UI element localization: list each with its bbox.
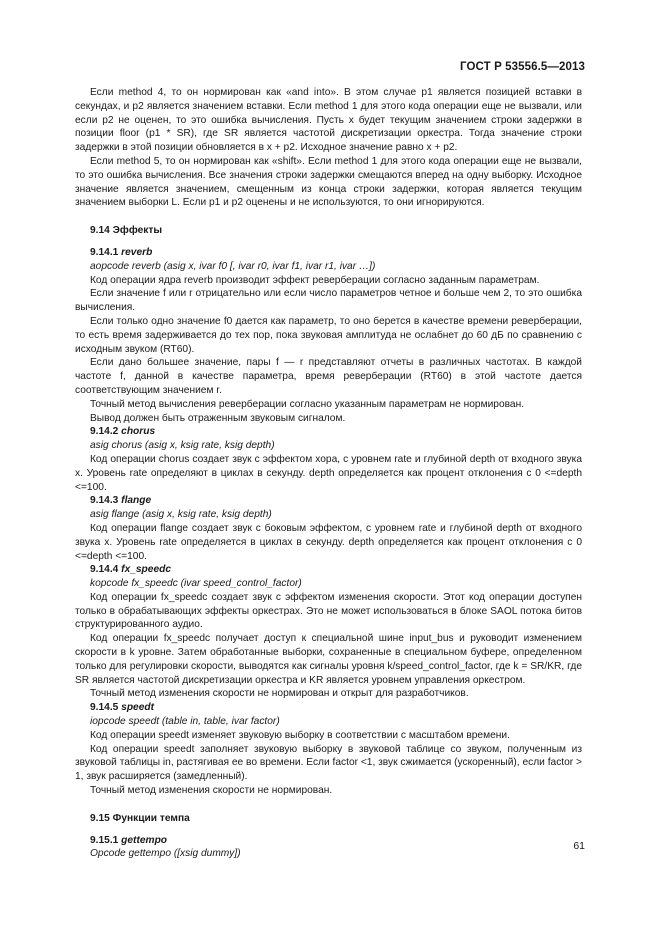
reverb-paragraph: Если только одно значение f0 дается как параметр, то оно берется в качестве времени реверберации, то есть время задерживается до тех пор, пока звуковая амплитуда не ослабнет до 60 дБ по сравнению с исходным звуком (RT60). [75, 315, 582, 355]
subsection-heading-flange: 9.14.3 flange [90, 495, 152, 507]
signature-flange: asig flange (asig x, ksig rate, ksig depth) [90, 509, 272, 521]
intro-paragraph-method5: Если method 5, то он нормирован как «shift». Если method 1 для этого кода операции еще не вызвали, то это ошибка вычисления. Все значения строки задержки смещаются вперед на одну выборку. Исходное значение является значением, смещенным из конца строки задержки, которая является текущим значением выборки L. Если p1 и p2 оценены и не используются, то они игнорируются. [75, 155, 582, 209]
page-number: 61 [573, 840, 585, 852]
reverb-paragraph: Вывод должен быть отраженным звуковым сигналом. [90, 412, 346, 424]
speedt-paragraph: Код операции speedt изменяет звуковую выборку в соответствии с масштабом времени. [90, 729, 510, 741]
reverb-paragraph: Точный метод вычисления реверберации согласно указанным параметрам не нормирован. [90, 398, 525, 410]
fx-speedc-paragraph: Точный метод изменения скорости не нормирован и открыт для разработчиков. [90, 688, 469, 700]
signature-fx-speedc: kopcode fx_speedc (ivar speed_control_factor) [90, 578, 302, 590]
fx-speedc-paragraph: Код операции fx_speedc создает звук с эффектом изменения скорости. Этот код операции доступен только в обрабатывающих эффекты оркестрах. Это не может использоваться в блоке SAOL потока битов структурированного аудио. [75, 591, 582, 631]
speedt-paragraph: Код операции speedt заполняет звуковую выборку в звуковой таблице со звуком, полученным из звуковой таблицы in, растягивая ее во времени. Если factor <1, звук сжимается (ускоренный), если factor > 1, звук расширяется (замедленный). [75, 743, 582, 783]
reverb-paragraph: Если значение f или r отрицательно или если число параметров четное и больше чем 2, то это ошибка вычисления. [75, 288, 582, 314]
reverb-paragraph: Код операции ядра reverb производит эффект реверберации согласно заданным параметрам. [90, 274, 540, 286]
signature-speedt: iopcode speedt (table in, table, ivar factor) [90, 716, 280, 728]
subsection-heading-chorus: 9.14.2 chorus [90, 426, 156, 438]
fx-speedc-paragraph: Код операции fx_speedc получает доступ к специальной шине input_bus и руководит изменением скорости в k уровне. Затем обработанные выборки, сохраненные в специальном буфере, определенном только для регулировки скорости, выводятся как сигналы уровня k/speed_control_factor, где k = SR/KR, где SR является частотой дискретизации оркестра и KR является уровнем управления оркестром. [75, 633, 582, 686]
subsection-heading-fx-speedc: 9.14.4 fx_speedc [90, 564, 172, 576]
page-content [75, 86, 582, 861]
standard-header: ГОСТ Р 53556.5—2013 [460, 61, 585, 73]
subsection-heading-reverb: 9.14.1 reverb [90, 246, 153, 258]
signature-chorus: asig chorus (asig x, ksig rate, ksig depth) [90, 440, 275, 452]
subsection-heading-speedt: 9.14.5 speedt [90, 702, 155, 714]
section-title-tempo-functions: 9.15 Функции темпа [90, 812, 190, 824]
flange-paragraph: Код операции flange создает звук с боковым эффектом, с уровнем rate и глубиной depth от входного звука x. Уровень rate определяется в циклах в секунду. depth определяется как процент отклонения с 0 <=depth <=100. [75, 522, 582, 562]
speedt-paragraph: Точный метод изменения скорости не нормирован. [90, 785, 333, 797]
intro-paragraph-method4: Если method 4, то он нормирован как «and into». В этом случае p1 является позицией вставки в секундах, и p2 является значением вставки. Если method 1 для этого кода операции еще не вызвали, или если p2 не оценен, то это ошибка вычисления. Пусть x будет текущим значением строки задержки в позиции floor (p1 * SR), где SR является частотой дискретизации оркестра. Тогда значение строки задержки в этой позиции обновляется в x + p2. Исходное значение равно x + p2. [75, 87, 582, 154]
signature-gettempo: Opcode gettempo ([xsig dummy]) [90, 848, 241, 860]
chorus-paragraph: Код операции chorus создает звук с эффектом хора, с уровнем rate и глубиной depth от входного звука x. Уровень rate определяют в циклах в секунду. depth определяется как процент отклонения с 0 <=depth <=100. [75, 453, 582, 493]
subsection-heading-gettempo: 9.15.1 gettempo [90, 834, 168, 846]
signature-reverb: aopcode reverb (asig x, ivar f0 [, ivar r0, ivar f1, ivar r1, ivar …]) [90, 260, 376, 272]
section-title-effects: 9.14 Эффекты [90, 225, 163, 237]
reverb-paragraph: Если дано большее значение, пары f — r представляют отчеты в различных частотах. В каждой частоте f, данной в качестве параметра, время реверберации (RT60) в этой частоте дается соответствующим значением r. [75, 357, 582, 396]
